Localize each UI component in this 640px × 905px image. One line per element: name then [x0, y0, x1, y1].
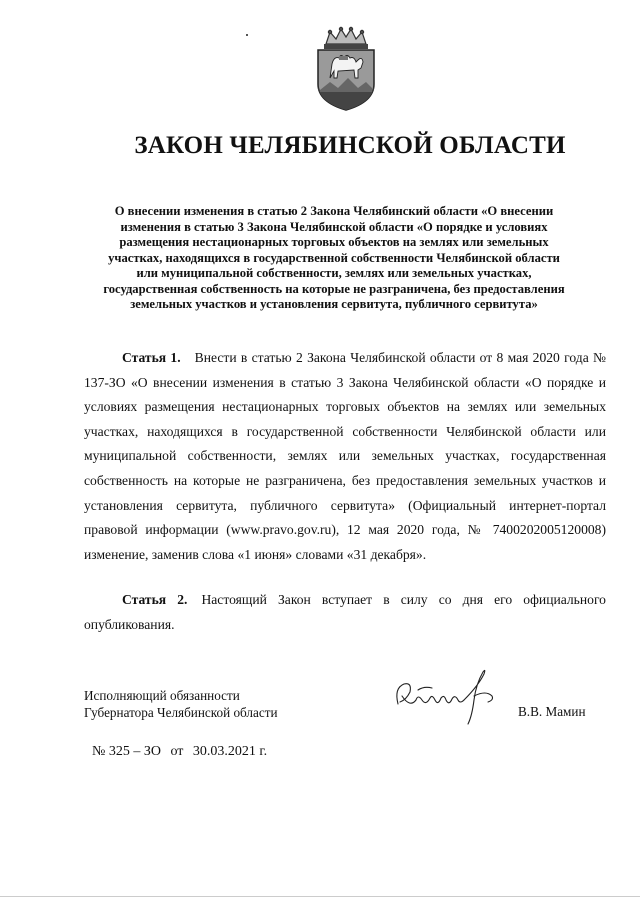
subject-line: О внесении изменения в статью 2 Закона Челябинский области «О внесении	[114, 204, 554, 218]
signer-name: В.В. Мамин	[518, 704, 586, 719]
subject-line: государственная собственность на которые не разграничена, без предоставления	[103, 281, 565, 296]
scan-speck	[246, 34, 248, 36]
position-line-2: Губернатора Челябинской области	[84, 705, 278, 720]
position-line-1: Исполняющий обязанности	[84, 688, 240, 703]
law-number: № 325 – ЗО	[92, 744, 161, 759]
law-from: от	[170, 744, 184, 759]
article-2-label: Статья 2.	[122, 592, 188, 607]
subject-line: изменения в статью 3 Закона Челябинской области «О порядке и условиях	[120, 219, 548, 234]
subject-line: размещения нестационарных торговых объектов на землях или земельных	[119, 235, 549, 249]
article-1-text: Внести в статью 2 Закона Челябинской области от 8 мая 2020 года № 137-ЗО «О внесении изменения в статью 3 Закона Челябинской области «О порядке и условиях размещения нестационарных торговых объектов на землях или земельных участках, находящихся в государственной собственности Челябинской области или муниципальной собственности, землях или земельных участках, государственная собственность на которые не разграничена, без предоставления земельных участков и установления сервитута, публичного сервитута» (Официальный интернет-портал правовой информации (www.pravo.gov.ru), 12 мая 2020 года, № 7400202005120008) изменение, заменив слова «1 июня» словами «31 декабря».	[84, 350, 606, 562]
subject-line: или муниципальной собственности, землях или земельных участках,	[136, 266, 532, 280]
law-subject	[84, 204, 584, 313]
article-2-text: Настоящий Закон вступает в силу со дня его официального опубликования.	[84, 592, 606, 632]
law-registration	[92, 744, 273, 760]
document-title: ЗАКОН ЧЕЛЯБИНСКОЙ ОБЛАСТИ	[134, 132, 566, 159]
article-1	[84, 346, 606, 567]
handwritten-signature	[388, 666, 512, 728]
subject-line: земельных участков и установления сервитута, публичного сервитута»	[130, 297, 538, 311]
article-2	[84, 588, 606, 637]
signatory-position	[84, 687, 384, 721]
chelyabinsk-coat-of-arms-icon	[312, 26, 380, 112]
law-date: 30.03.2021 г.	[192, 744, 268, 759]
subject-line: участках, находящихся в государственной собственности Челябинской области	[108, 250, 560, 265]
page-edge	[0, 896, 640, 897]
article-1-label: Статья 1.	[122, 350, 181, 365]
